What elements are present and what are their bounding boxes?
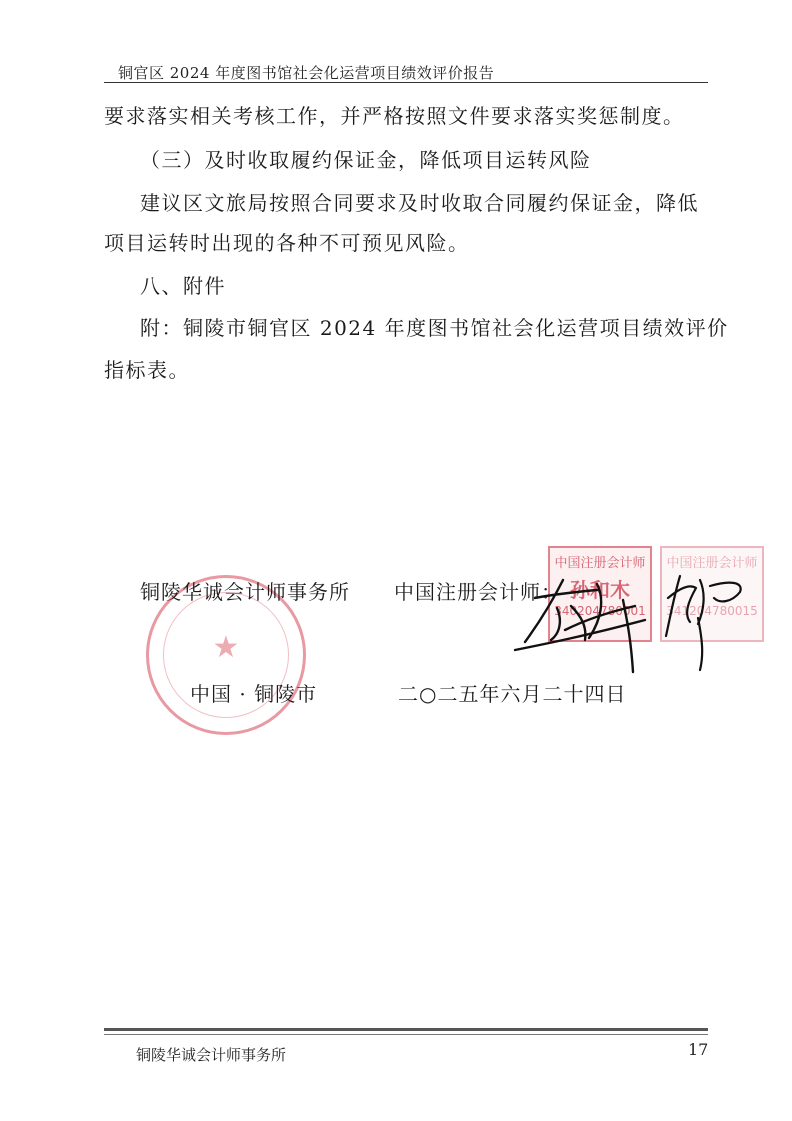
body-line: 项目运转时出现的各种不可预见风险。: [104, 231, 470, 255]
body-line: 要求落实相关考核工作，并严格按照文件要求落实奖惩制度。: [104, 104, 685, 128]
cpa-signature-2: [640, 558, 760, 678]
cpa-stamp-number: 340204780001: [554, 604, 646, 618]
firm-seal-star-icon: ★: [212, 630, 240, 665]
cpa-signature-1: [505, 560, 655, 680]
body-line: 建议区文旅局按照合同要求及时收取合同履约保证金，降低: [140, 191, 699, 215]
cpa-stamp-name: 孙和木: [570, 578, 630, 602]
subsection-heading: （三）及时收取履约保证金，降低项目运转风险: [140, 148, 592, 172]
location: 中国 · 铜陵市: [190, 682, 318, 706]
header-title: 铜官区 2024 年度图书馆社会化运营项目绩效评价报告: [118, 64, 495, 82]
firm-name: 铜陵华诚会计师事务所: [140, 580, 350, 604]
attachment-line: 附：铜陵市铜官区 2024 年度图书馆社会化运营项目绩效评价: [140, 316, 729, 340]
cpa-stamp-number: 341204780015: [666, 604, 758, 618]
cpa-stamp-title: 中国注册会计师: [666, 556, 758, 571]
cpa-label: 中国注册会计师：: [394, 580, 562, 604]
report-date: 二○二五年六月二十四日: [398, 682, 627, 706]
attachment-line: 指标表。: [104, 358, 190, 382]
section-heading: 八、附件: [140, 274, 226, 298]
footer-rule-thin: [104, 1034, 708, 1035]
cpa-stamp-title: 中国注册会计师: [554, 556, 646, 571]
header-rule: [104, 82, 708, 83]
footer-rule-thick: [104, 1028, 708, 1031]
footer-firm-name: 铜陵华诚会计师事务所: [136, 1046, 287, 1064]
page-number: 17: [688, 1040, 709, 1059]
